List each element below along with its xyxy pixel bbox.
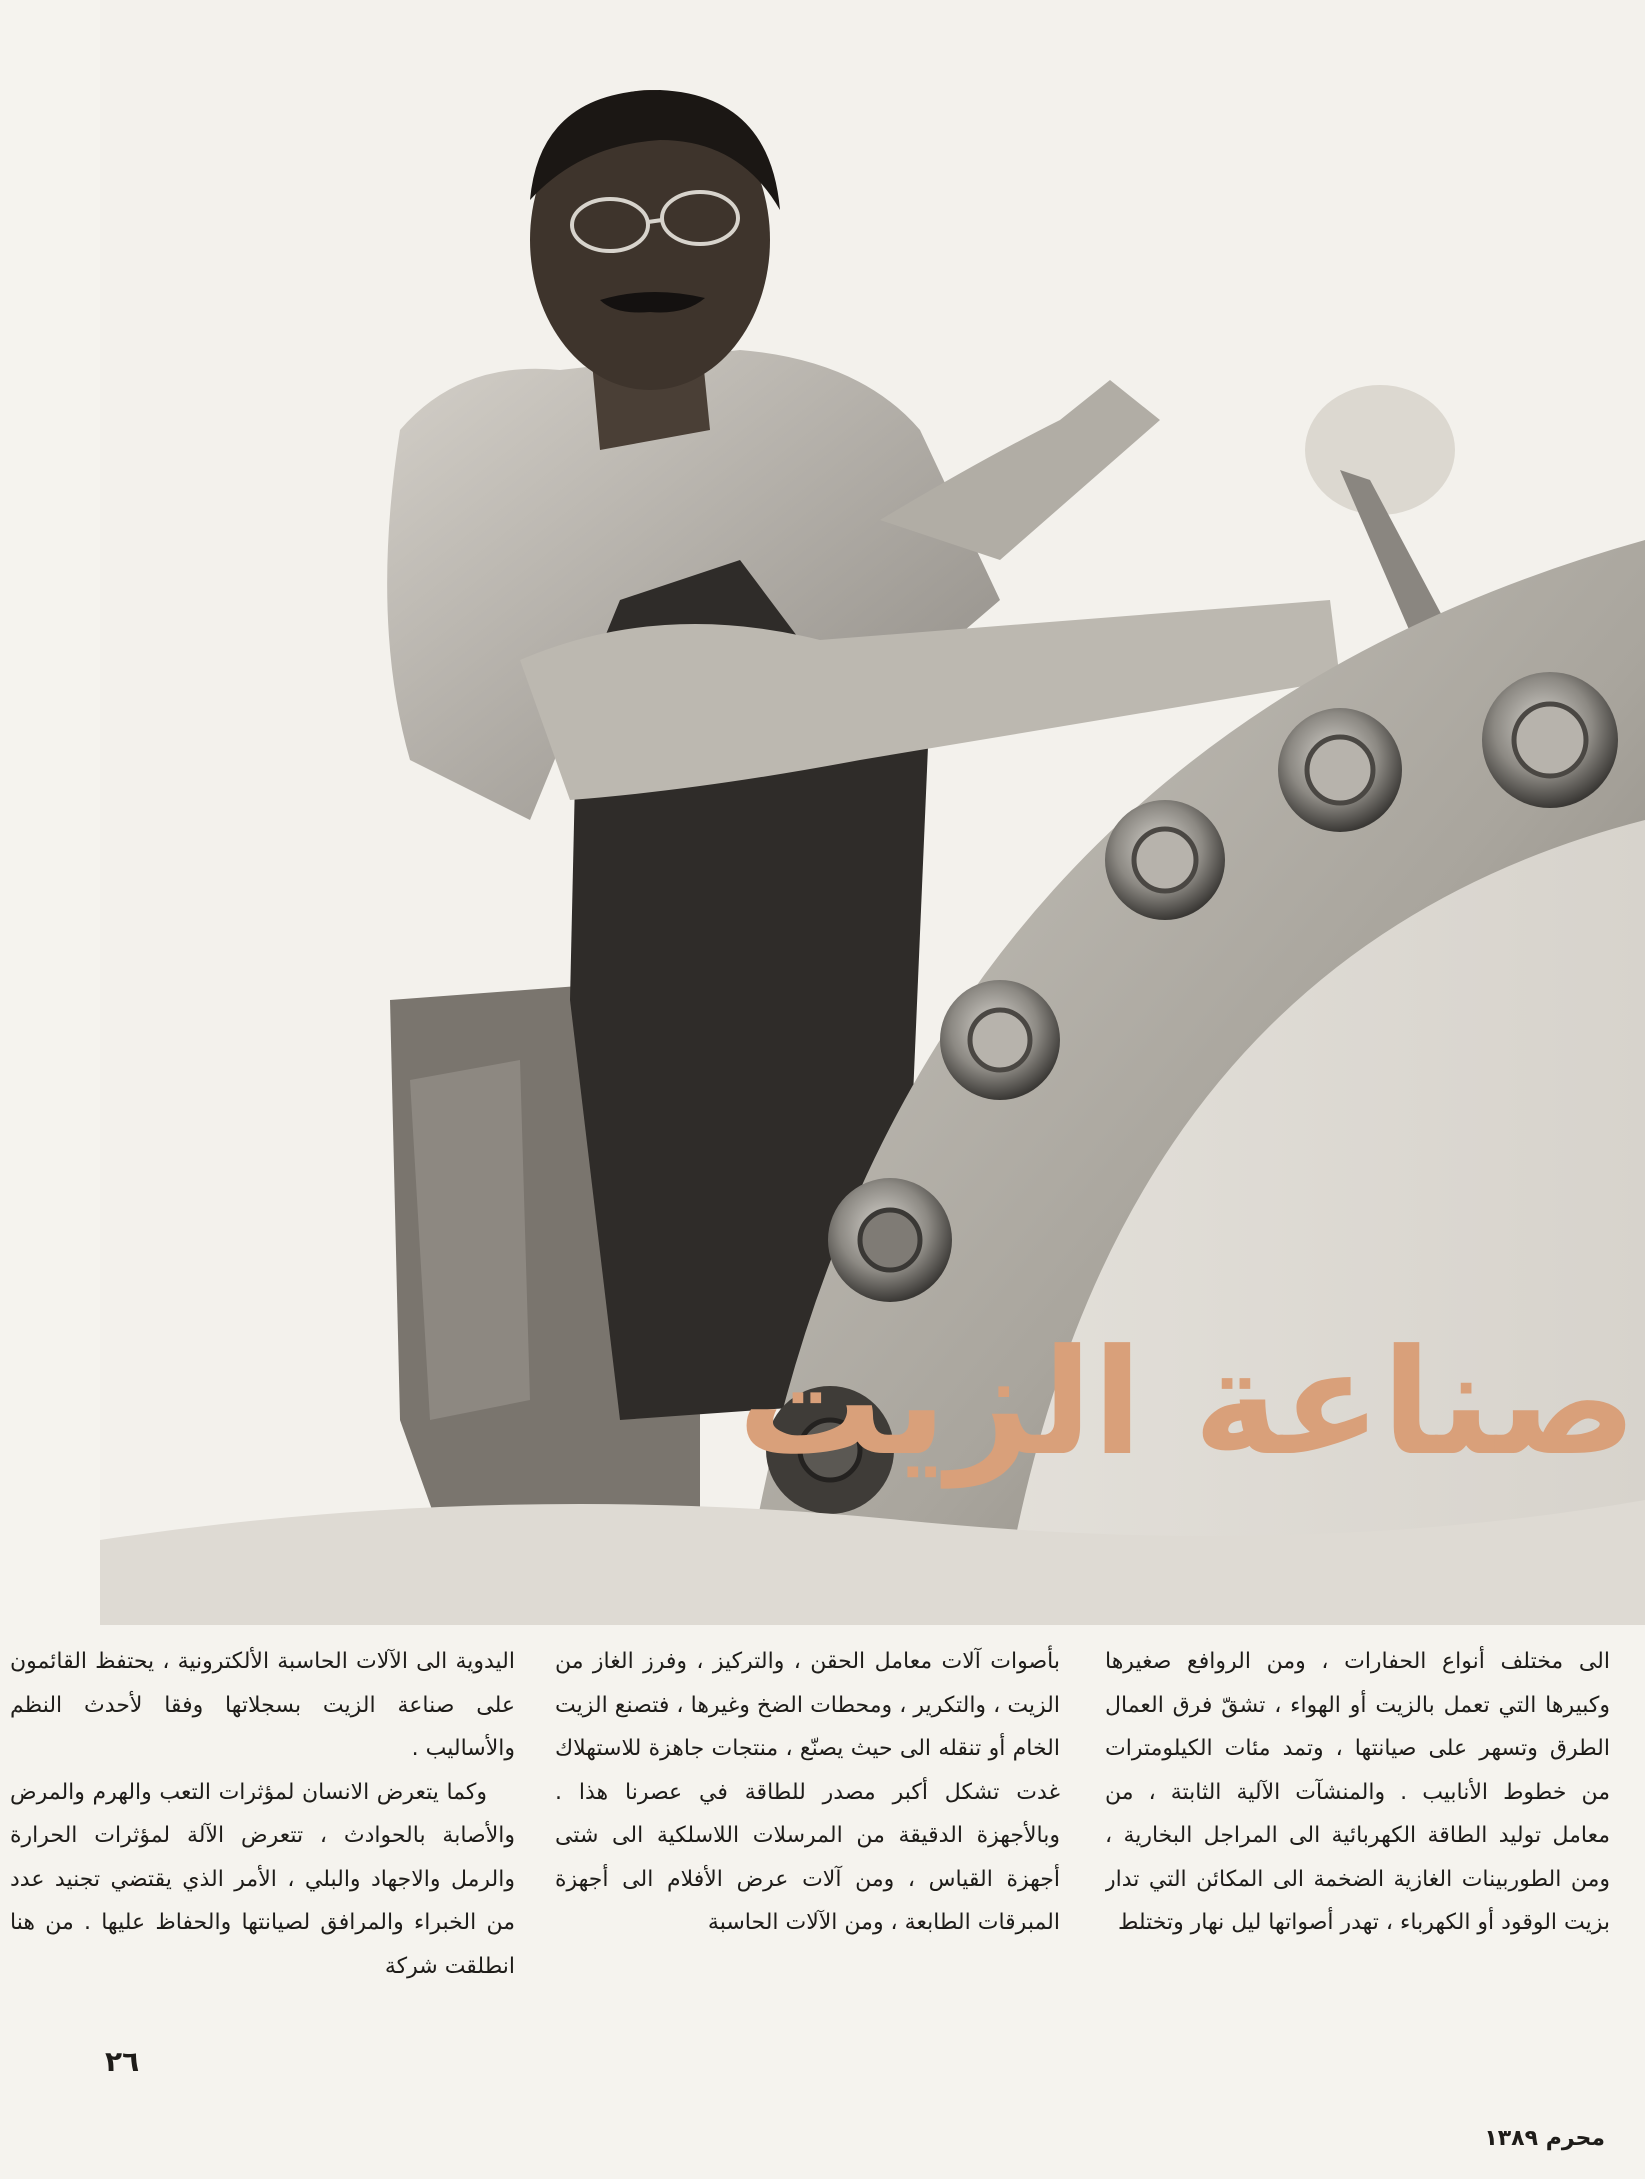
column-3-paragraph-2: وكما يتعرض الانسان لمؤثرات التعب والهرم والمرض والأصابة بالحوادث ، تتعرض الآلة لمؤثرات الحرارة والرمل والاجهاد والبلي ، الأمر الذي يقتضي تجنيد عدد من الخبراء والمرافق لصيانتها والحفاظ عليها . من هنا انطلقت شركة — [10, 1779, 515, 1979]
page-number: ٢٦ — [105, 2045, 140, 2078]
article-title: صناعة الزيت — [737, 1318, 1637, 1488]
column-1-paragraph-1: الى مختلف أنواع الحفارات ، ومن الروافع صغيرها وكبيرها التي تعمل بالزيت أو الهواء ، تشقّ فرق العمال الطرق وتسهر على صيانتها ، وتمد مئات الكيلومترات من خطوط الأنابيب . والمنشآت الآلية الثابتة ، من معامل توليد الطاقة الكهربائية الى المراجل البخارية ، ومن الطوربينات الغازية الضخمة الى المكائن التي تدار بزيت الوقود أو الكهرباء ، تهدر أصواتها ليل نهار وتختلط — [1105, 1649, 1610, 1935]
column-3-paragraph-1: اليدوية الى الآلات الحاسبة الألكترونية ، يحتفظ القائمون على صناعة الزيت بسجلاتها وفقا لأحدث النظم والأساليب . — [10, 1649, 515, 1761]
article-column-3 — [10, 1640, 515, 2035]
column-2-paragraph-1: بأصوات آلات معامل الحقن ، والتركيز ، وفرز الغاز من الزيت ، والتكرير ، ومحطات الضخ وغيرها ، فتصنع الزيت الخام أو تنقله الى حيث يصنّع ، منتجات جاهزة للاستهلاك غدت تشكل أكبر مصدر للطاقة في عصرنا هذا . وبالأجهزة الدقيقة من المرسلات اللاسلكية الى شتى أجهزة القياس ، ومن آلات عرض الأفلام الى أجهزة المبرقات الطابعة ، ومن الآلات الحاسبة — [555, 1649, 1060, 1935]
article-column-2 — [555, 1640, 1060, 2035]
issue-date: محرم ١٣٨٩ — [1484, 2126, 1605, 2151]
article-column-1 — [1105, 1640, 1610, 2035]
